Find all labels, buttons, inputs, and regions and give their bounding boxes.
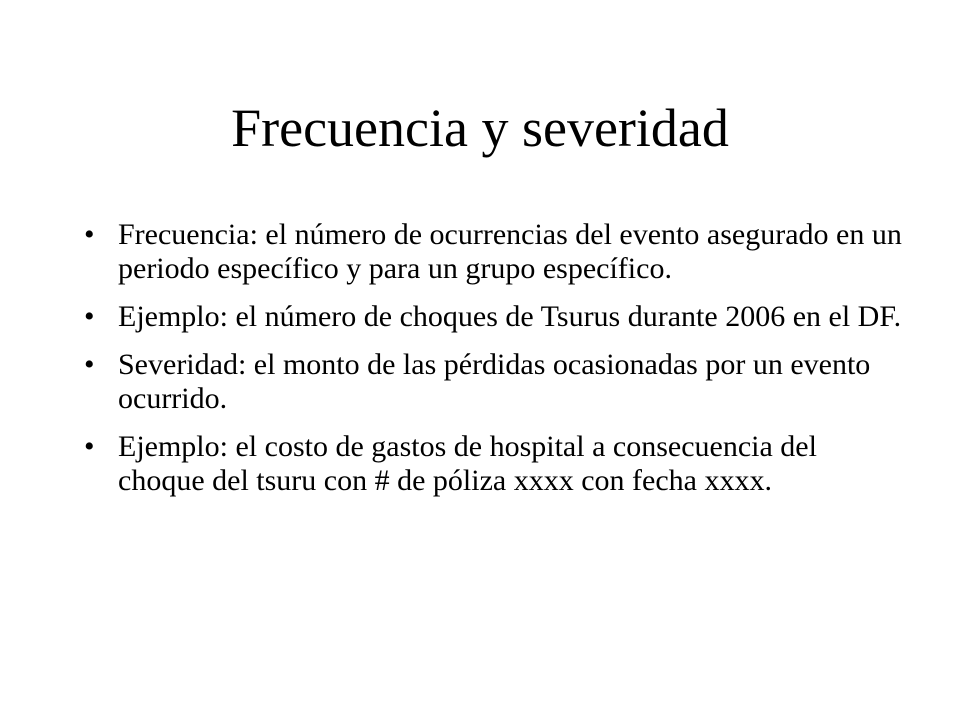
- bullet-item: [84, 430, 904, 498]
- bullet-item: [84, 218, 904, 286]
- bullet-list: [84, 218, 904, 512]
- bullet-icon: •: [84, 348, 95, 381]
- bullet-text: Frecuencia: el número de ocurrencias del evento asegurado en un periodo específico y para un grupo específico.: [118, 218, 902, 285]
- bullet-item: [84, 300, 904, 334]
- bullet-icon: •: [84, 218, 95, 251]
- bullet-item: [84, 348, 904, 416]
- bullet-icon: •: [84, 430, 95, 463]
- bullet-icon: •: [84, 300, 95, 333]
- bullet-text: Severidad: el monto de las pérdidas ocasionadas por un evento ocurrido.: [118, 348, 871, 415]
- bullet-text: Ejemplo: el costo de gastos de hospital a consecuencia del choque del tsuru con # de póliza xxxx con fecha xxxx.: [118, 430, 817, 497]
- slide-title: Frecuencia y severidad: [231, 98, 729, 158]
- bullet-text: Ejemplo: el número de choques de Tsurus durante 2006 en el DF.: [118, 300, 902, 333]
